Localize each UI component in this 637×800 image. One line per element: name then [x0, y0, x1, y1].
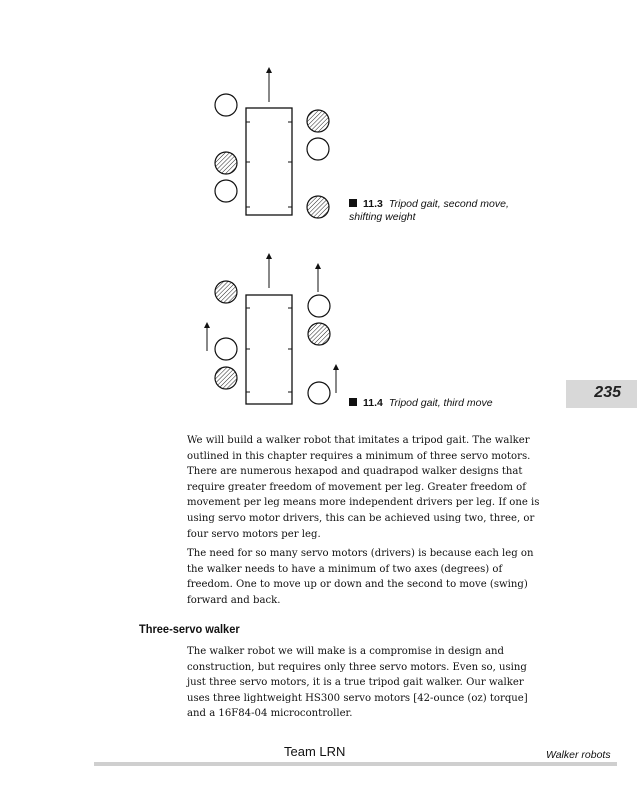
figure-11-3-caption	[349, 198, 509, 224]
leg-foot-planted	[308, 323, 330, 345]
page-number-tab	[566, 380, 637, 408]
body-paragraph: We will build a walker robot that imitates a tripod gait. The walker outlined in this chapter requires a minimum of three servo motors. There are numerous hexapod and quadrapod walker designs that require greater freedom of movement per leg. Greater freedom of movement per leg means more independent drivers per leg. If one is using servo motor drivers, this can be achieved using two, three, or four servo motors per leg.	[187, 435, 540, 540]
figure-11-4-caption	[349, 397, 493, 410]
body-paragraph: The walker robot we will make is a compromise in design and construction, but requires only three servo motors. Even so, using just three servo motors, it is a true tripod gait walker. Our walker uses three lightweight HS300 servo motors [42-ounce (oz) torque] and a 16F84-04 microcontroller.	[187, 646, 528, 720]
leg-foot-planted	[215, 367, 237, 389]
figure-11-3-diagram	[215, 70, 329, 218]
leg-foot-planted	[307, 110, 329, 132]
footer-rule	[94, 762, 617, 766]
robot-body	[246, 295, 292, 404]
leg-foot-lifted	[215, 180, 237, 202]
leg-foot-lifted	[308, 295, 330, 317]
body-paragraph: The need for so many servo motors (drivers) is because each leg on the walker needs to have a minimum of two axes (degrees) of freedom. One to move up or down and the second to move (swing) forward and back.	[187, 548, 534, 606]
figure-caption-text: shifting weight	[349, 211, 416, 223]
leg-foot-lifted	[307, 138, 329, 160]
footer-left-text: Team LRN	[284, 744, 346, 759]
leg-foot-lifted	[308, 382, 330, 404]
leg-foot-planted	[307, 196, 329, 218]
leg-foot-lifted	[215, 94, 237, 116]
figure-number: 11.4	[363, 397, 383, 409]
figure-bullet-icon	[349, 398, 357, 406]
figure-caption-text: Tripod gait, second move,	[388, 198, 509, 210]
figure-caption-text: Tripod gait, third move	[388, 397, 493, 409]
figure-bullet-icon	[349, 199, 357, 207]
leg-foot-lifted	[215, 338, 237, 360]
figure-number: 11.3	[363, 198, 383, 210]
figure-11-4-diagram	[207, 256, 336, 404]
leg-foot-planted	[215, 281, 237, 303]
section-heading: Three-servo walker	[139, 622, 240, 636]
leg-foot-planted	[215, 152, 237, 174]
robot-body	[246, 108, 292, 215]
running-footer-title: Walker robots	[546, 749, 611, 761]
page-number: 235	[594, 384, 621, 401]
